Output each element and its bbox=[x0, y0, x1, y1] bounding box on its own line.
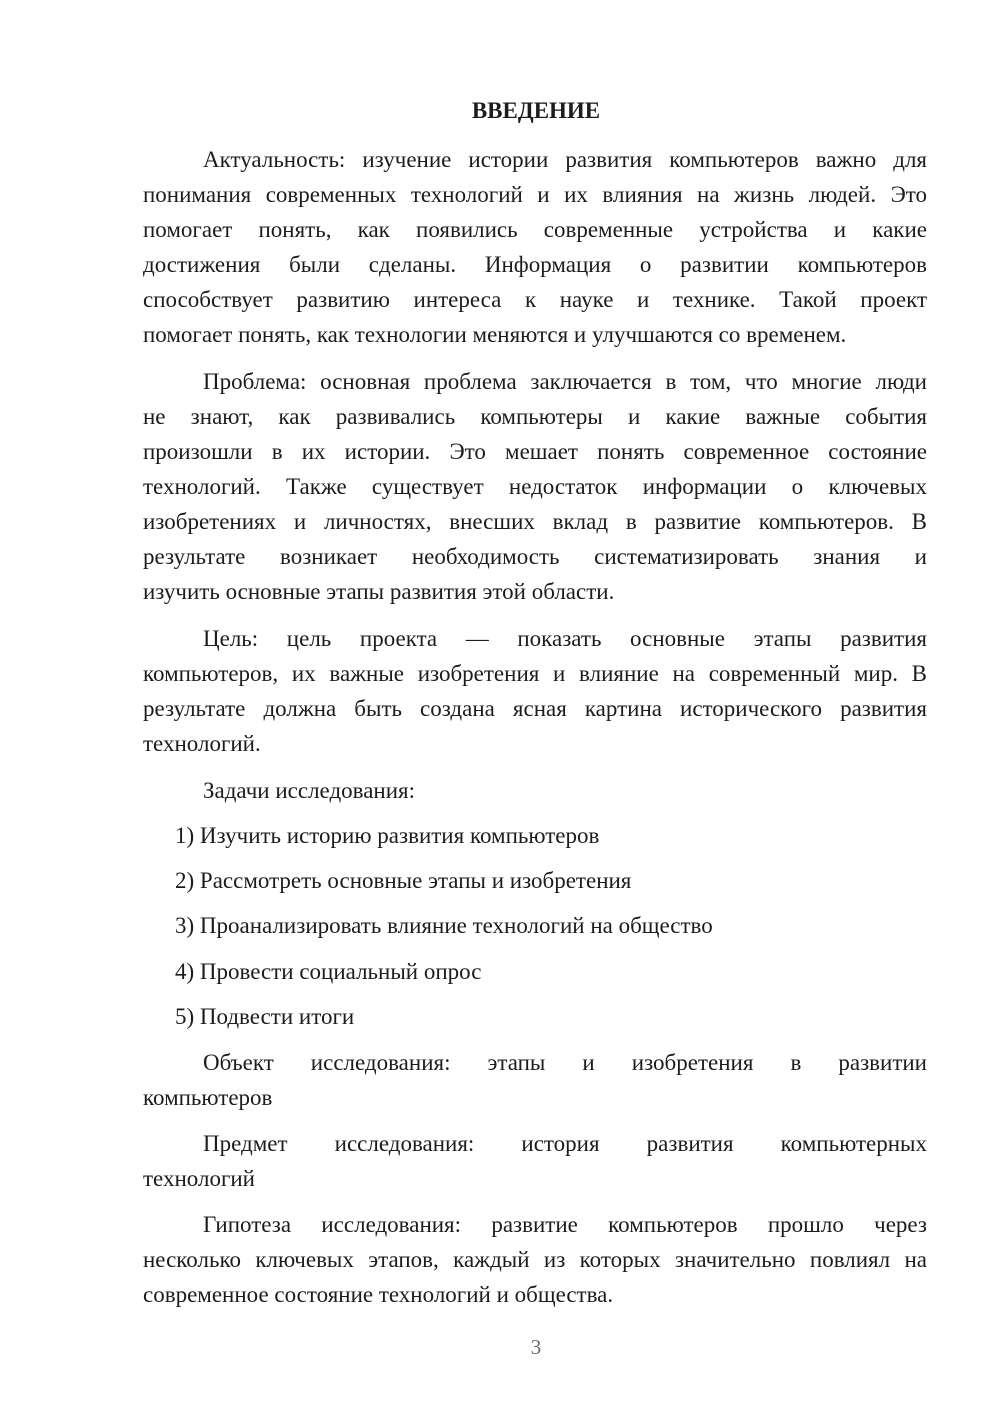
page-title: ВВЕДЕНИЕ bbox=[471, 98, 601, 123]
text-line: произошли в их истории. Это мешает понять современное состояние bbox=[143, 439, 927, 464]
paragraph-problem bbox=[143, 364, 927, 609]
text-line: понимания современных технологий и их влияния на жизнь людей. Это bbox=[143, 182, 927, 207]
list-item: 4) Провести социальный опрос bbox=[175, 959, 482, 984]
text-line: результате возникает необходимость систематизировать знания и bbox=[143, 544, 927, 569]
text-line: способствует развитию интереса к науке и технике. Такой проект bbox=[143, 287, 927, 312]
text-line: помогает понять, как появились современные устройства и какие bbox=[143, 217, 927, 242]
text-line: Объект исследования: этапы и изобретения в развитии bbox=[203, 1050, 927, 1075]
paragraph-goal bbox=[143, 621, 927, 761]
text-line: изобретениях и личностях, внесших вклад в развитие компьютеров. В bbox=[143, 509, 927, 534]
list-item: 5) Подвести итоги bbox=[175, 1004, 355, 1029]
paragraph-subject bbox=[143, 1126, 927, 1196]
text-line: технологий. Также существует недостаток информации о ключевых bbox=[143, 474, 927, 499]
text-line: достижения были сделаны. Информация о развитии компьютеров bbox=[143, 252, 927, 277]
text-line: компьютеров bbox=[143, 1085, 273, 1110]
text-line: не знают, как развивались компьютеры и какие важные события bbox=[143, 404, 927, 429]
text-line: технологий bbox=[143, 1166, 255, 1191]
text-line: компьютеров, их важные изобретения и влияние на современный мир. В bbox=[143, 661, 927, 686]
text-line: результате должна быть создана ясная картина исторического развития bbox=[143, 696, 927, 721]
text-line: Цель: цель проекта — показать основные этапы развития bbox=[203, 626, 927, 651]
tasks-heading bbox=[143, 773, 927, 808]
text-line: Задачи исследования: bbox=[203, 778, 416, 803]
paragraph-object bbox=[143, 1045, 927, 1115]
paragraph-relevance bbox=[143, 142, 927, 352]
text-line: изучить основные этапы развития этой области. bbox=[143, 579, 615, 604]
text-line: несколько ключевых этапов, каждый из которых значительно повлиял на bbox=[143, 1247, 927, 1272]
list-item: 1) Изучить историю развития компьютеров bbox=[175, 823, 600, 848]
text-line: Гипотеза исследования: развитие компьютеров прошло через bbox=[203, 1212, 927, 1237]
text-line: Предмет исследования: история развития компьютерных bbox=[203, 1131, 927, 1156]
list-item: 3) Проанализировать влияние технологий на общество bbox=[175, 913, 713, 938]
page-number: 3 bbox=[530, 1335, 542, 1359]
text-line: помогает понять, как технологии меняются и улучшаются со временем. bbox=[143, 322, 847, 347]
text-line: Проблема: основная проблема заключается в том, что многие люди bbox=[203, 369, 927, 394]
text-line: технологий. bbox=[143, 731, 261, 756]
text-line: Актуальность: изучение истории развития компьютеров важно для bbox=[203, 147, 927, 172]
text-line: современное состояние технологий и общества. bbox=[143, 1282, 614, 1307]
paragraph-hypothesis bbox=[143, 1207, 927, 1312]
list-item: 2) Рассмотреть основные этапы и изобретения bbox=[175, 868, 632, 893]
